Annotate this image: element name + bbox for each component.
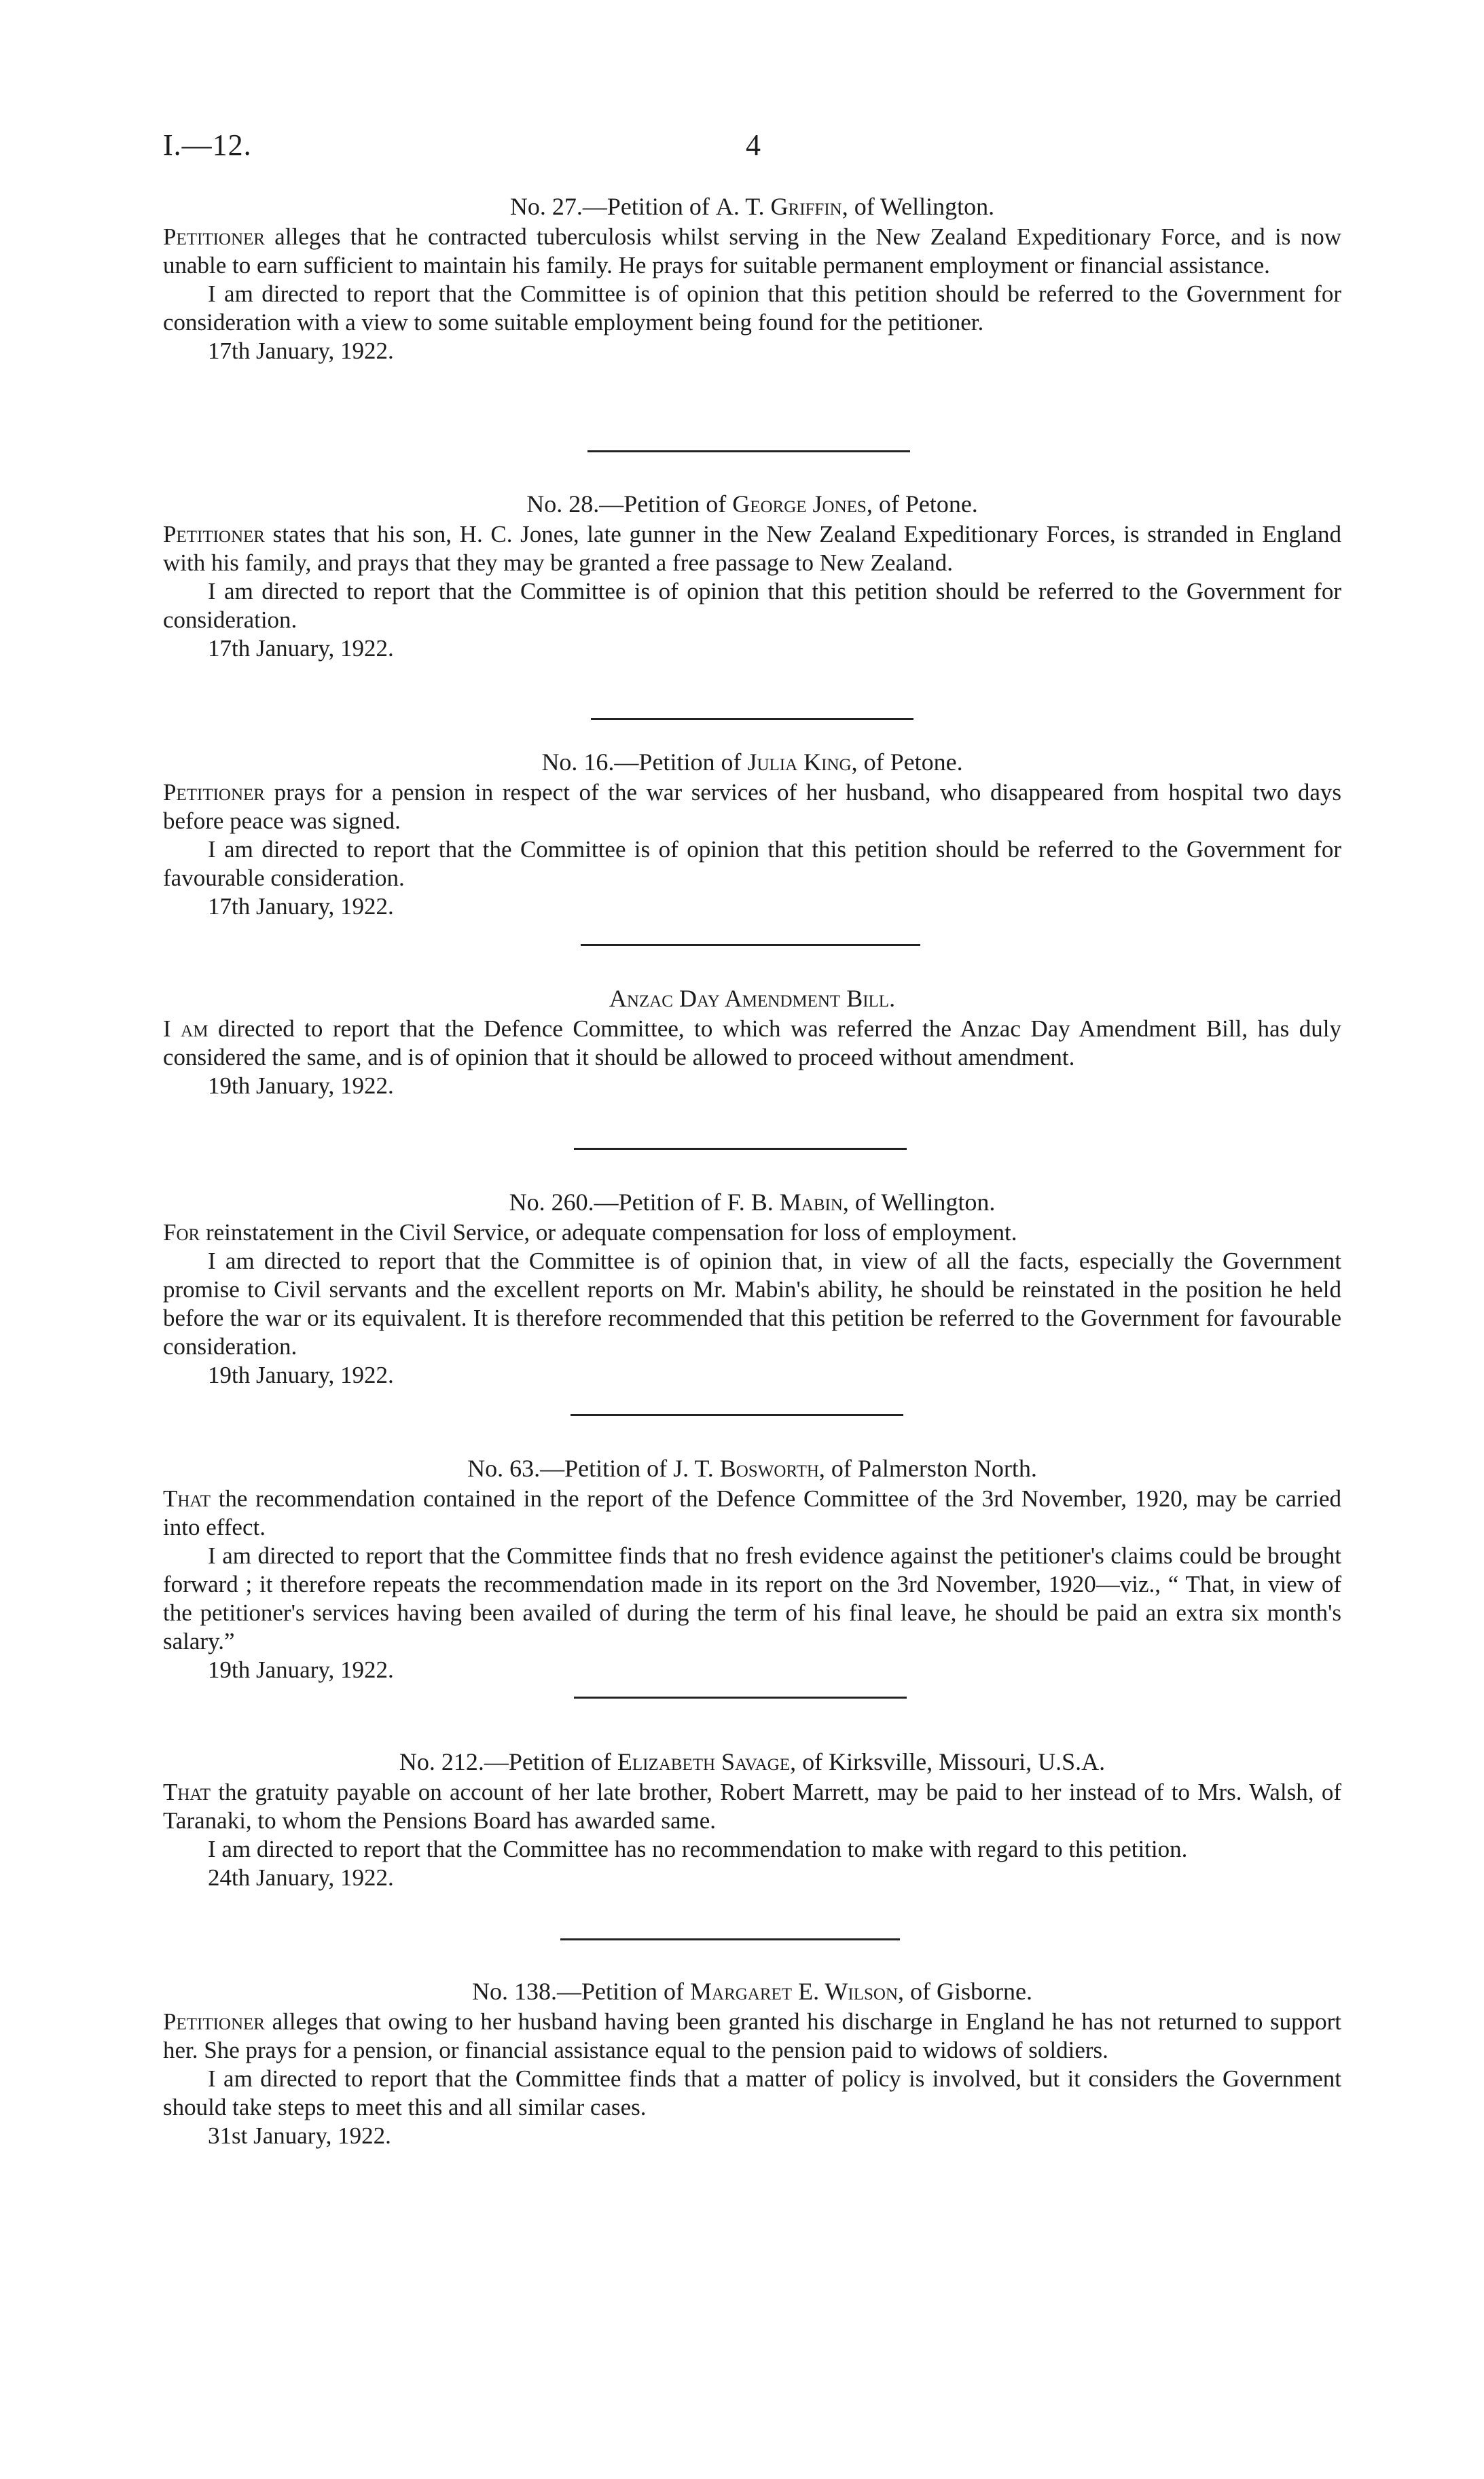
section-divider: [560, 1938, 900, 1940]
report-date: 19th January, 1922.: [208, 1362, 394, 1388]
paper-reference: I.—12.: [163, 128, 252, 162]
petition-212: [163, 1747, 1341, 1892]
section-divider: [574, 1697, 907, 1699]
committee-report: I am directed to report that the Committee finds that a matter of policy is involved, but it considers the Government should take steps to meet this and all similar cases.: [163, 2065, 1341, 2120]
report-date: 17th January, 1922.: [208, 635, 394, 662]
committee-report: I am directed to report that the Committee is of opinion that this petition should be referred to the Government for favourable consideration.: [163, 836, 1341, 891]
section-title: No. 212.—Petition of Elizabeth Savage, of Kirksville, Missouri, U.S.A.: [399, 1748, 1106, 1775]
page-number: 4: [746, 128, 761, 162]
report-date: 17th January, 1922.: [208, 338, 394, 364]
committee-report: I am directed to report that the Committee is of opinion that this petition should be referred to the Government for consideration.: [163, 578, 1341, 633]
petition-summary: That the recommendation contained in the report of the Defence Committee of the 3rd November, 1920, may be carried into effect.: [163, 1485, 1341, 1540]
report-text: I am directed to report that the Defence Committee, to which was referred the Anzac Day Amendment Bill, has duly considered the same, and is of opinion that it should be allowed to proceed without amendment.: [163, 1015, 1341, 1070]
petition-summary: Petitioner prays for a pension in respect of the war services of her husband, who disappeared from hospital two days before peace was signed.: [163, 779, 1341, 834]
committee-report: I am directed to report that the Committee has no recommendation to make with regard to this petition.: [208, 1836, 1188, 1862]
report-date: 24th January, 1922.: [208, 1864, 394, 1891]
petition-27: [163, 192, 1341, 365]
petition-138: [163, 1976, 1341, 2150]
report-date: 19th January, 1922.: [208, 1657, 394, 1683]
petition-28: [163, 489, 1341, 663]
petition-summary: Petitioner alleges that owing to her husband having been granted his discharge in England he has not returned to support her. She prays for a pension, or financial assistance equal to the pension paid to widows of soldiers.: [163, 2008, 1341, 2063]
section-divider: [574, 1148, 907, 1150]
committee-report: I am directed to report that the Committee finds that no fresh evidence against the petitioner's claims could be brought forward ; it therefore repeats the recommendation made in its report on the 3rd November, 1920—viz., “ That, in view of the petitioner's services having been availed of during the term of his final leave, he should be paid an extra six month's salary.”: [163, 1542, 1341, 1654]
section-title: No. 260.—Petition of F. B. Mabin, of Wellington.: [509, 1189, 996, 1216]
report-date: 19th January, 1922.: [208, 1072, 394, 1099]
section-title: No. 63.—Petition of J. T. Bosworth, of Palmerston North.: [467, 1455, 1037, 1482]
petition-summary: That the gratuity payable on account of her late brother, Robert Marrett, may be paid to her instead of to Mrs. Walsh, of Taranaki, to whom the Pensions Board has awarded same.: [163, 1779, 1341, 1834]
section-divider: [591, 718, 913, 720]
anzac-day-amendment-bill: [163, 983, 1341, 1100]
petition-summary: Petitioner states that his son, H. C. Jones, late gunner in the New Zealand Expeditionary Forces, is stranded in England with his family, and prays that they may be granted a free passage to New Zealand.: [163, 521, 1341, 576]
report-date: 17th January, 1922.: [208, 893, 394, 920]
petition-16: [163, 747, 1341, 921]
committee-report: I am directed to report that the Committee is of opinion that, in view of all the facts, especially the Government promise to Civil servants and the excellent reports on Mr. Mabin's ability, he should be reinstated in the position he held before the war or its equivalent. It is therefore recommended that this petition be referred to the Government for favourable consideration.: [163, 1248, 1341, 1360]
section-title: No. 28.—Petition of George Jones, of Petone.: [526, 490, 978, 518]
petition-summary: Petitioner alleges that he contracted tuberculosis whilst serving in the New Zealand Expeditionary Force, and is now unable to earn sufficient to maintain his family. He prays for suitable permanent employment or financial assistance.: [163, 223, 1341, 278]
committee-report: I am directed to report that the Committee is of opinion that this petition should be referred to the Government for consideration with a view to some suitable employment being found for the petitioner.: [163, 281, 1341, 336]
petition-260: [163, 1187, 1341, 1390]
section-divider: [571, 1414, 903, 1416]
section-title: Anzac Day Amendment Bill.: [609, 985, 896, 1012]
section-title: No. 27.—Petition of A. T. Griffin, of Wellington.: [509, 193, 995, 220]
section-divider: [587, 450, 910, 452]
report-date: 31st January, 1922.: [208, 2122, 391, 2149]
section-title: No. 138.—Petition of Margaret E. Wilson, of Gisborne.: [472, 1978, 1032, 2005]
section-divider: [581, 944, 920, 946]
petition-summary: For reinstatement in the Civil Service, or adequate compensation for loss of employment.: [163, 1219, 1017, 1246]
petition-63: [163, 1453, 1341, 1684]
section-title: No. 16.—Petition of Julia King, of Petone.: [541, 748, 963, 776]
